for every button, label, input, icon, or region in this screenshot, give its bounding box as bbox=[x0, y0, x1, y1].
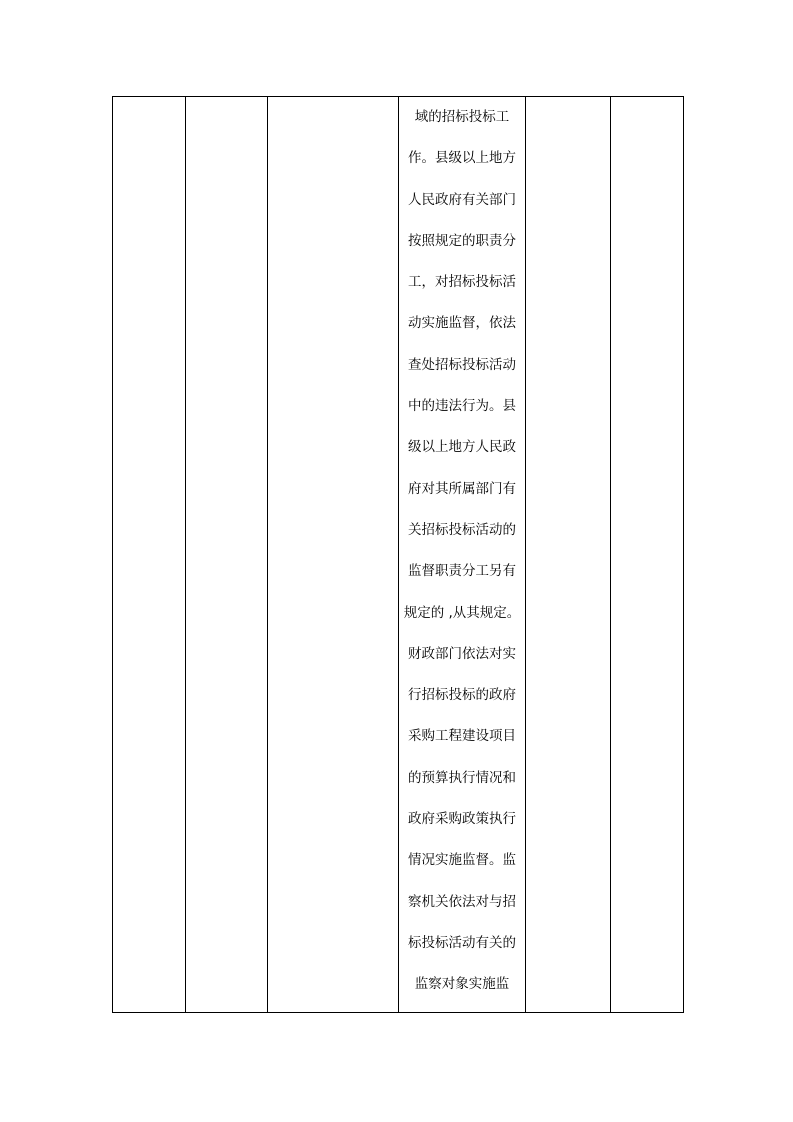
cell-text-line: 的预算执行情况和 bbox=[408, 769, 516, 786]
cell-text-line: 政府采购政策执行 bbox=[408, 811, 516, 828]
cell-text-line: 中的违法行为。县 bbox=[408, 398, 516, 415]
table-cell-2 bbox=[186, 97, 268, 1013]
table-cell-5 bbox=[526, 97, 611, 1013]
cell-text-line: 规定的 ,从其规定。 bbox=[403, 604, 521, 621]
cell-text-line: 监督职责分工另有 bbox=[408, 563, 516, 580]
table-cell-3 bbox=[268, 97, 399, 1013]
table-cell-1 bbox=[113, 97, 186, 1013]
cell-text-block bbox=[399, 97, 525, 1006]
cell-text-line: 关招标投标活动的 bbox=[408, 521, 516, 538]
cell-text-line: 工，对招标投标活 bbox=[408, 274, 516, 291]
cell-text-line: 府对其所属部门有 bbox=[408, 480, 516, 497]
cell-text-line: 查处招标投标活动 bbox=[408, 356, 516, 373]
cell-text-line: 作。县级以上地方 bbox=[408, 150, 516, 167]
cell-text-line: 行招标投标的政府 bbox=[408, 687, 516, 704]
cell-text-line: 情况实施监督。监 bbox=[408, 852, 516, 869]
cell-text-line: 采购工程建设项目 bbox=[408, 728, 516, 745]
document-table bbox=[112, 96, 684, 1013]
cell-text-line: 域的招标投标工 bbox=[414, 109, 510, 125]
cell-text-line: 动实施监督，依法 bbox=[408, 315, 516, 332]
cell-text-line: 标投标活动有关的 bbox=[408, 934, 516, 951]
cell-text-line: 财政部门依法对实 bbox=[408, 645, 516, 662]
cell-text-line: 按照规定的职责分 bbox=[408, 232, 516, 249]
cell-text-line: 监察对象实施监 bbox=[414, 976, 510, 993]
table-cell-4 bbox=[399, 97, 526, 1013]
cell-text-line: 级以上地方人民政 bbox=[408, 439, 516, 456]
cell-text-line: 人民政府有关部门 bbox=[408, 191, 516, 208]
cell-text-line: 察机关依法对与招 bbox=[408, 893, 516, 910]
table-row bbox=[113, 97, 684, 1013]
table-cell-6 bbox=[611, 97, 684, 1013]
